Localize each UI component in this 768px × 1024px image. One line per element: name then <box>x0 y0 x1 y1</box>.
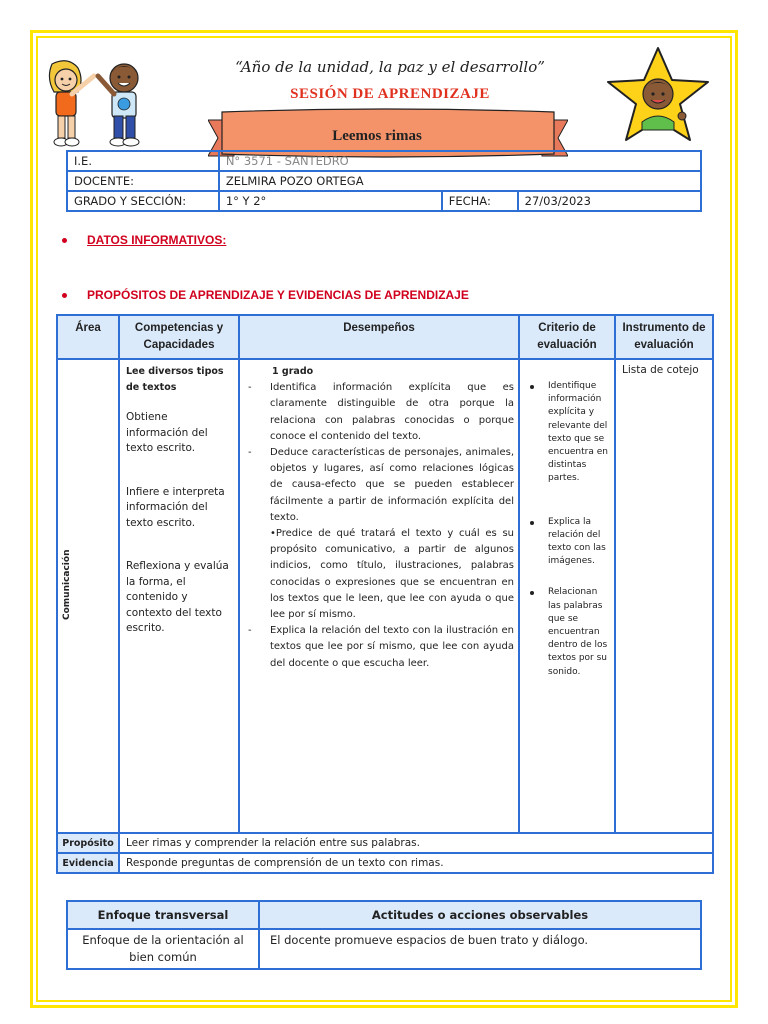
capacidad-2: Infiere e interpreta información del texto escrito. <box>126 485 225 529</box>
criterios-cell <box>519 359 615 833</box>
section-propositos <box>62 288 469 302</box>
header-desempenos: Desempeños <box>239 315 519 359</box>
section-propositos-label: PROPÓSITOS DE APRENDIZAJE Y EVIDENCIAS DE APRENDIZAJE <box>87 288 469 302</box>
ie-label: I.E. <box>67 151 219 171</box>
desempeno-3: •Predice de qué tratará el texto y cuál es su propósito comunicativo, a partir de algunos indicios, como título, ilustraciones, palabras conocidas o expresiones que se encuentran en los textos que le leen, que lee con ayuda o que lee por sí mismo. <box>270 528 514 621</box>
enfoque-header-row <box>67 901 701 929</box>
enfoque-body-row <box>67 929 701 969</box>
desempeno-1-text: Identifica información explícita que es claramente distinguible de otra porque la relaciona con palabras conocidas o porque conoce el contenido del texto. <box>270 382 514 442</box>
evidencia-label: Evidencia <box>57 853 119 873</box>
criterio-3: Relacionan las palabras que se encuentran dentro de los textos por su sonido. <box>530 586 612 678</box>
lesson-title: Leemos rimas <box>332 128 422 144</box>
docente-label: DOCENTE: <box>67 171 219 191</box>
area-cell <box>57 359 119 833</box>
ie-value: N° 3571 - SANTEDRO <box>219 151 701 171</box>
docente-value: ZELMIRA POZO ORTEGA <box>219 171 701 191</box>
children-illustration <box>42 58 160 150</box>
competencia-title: Lee diversos tipos de textos <box>126 366 224 393</box>
header-criterio: Criterio de evaluación <box>519 315 615 359</box>
header-instrumento: Instrumento de evaluación <box>615 315 713 359</box>
criterio-2: Explica la relación del texto con las imágenes. <box>530 516 612 569</box>
enfoque-header-left: Enfoque transversal <box>67 901 259 929</box>
info-row-grado <box>67 191 701 211</box>
learning-table <box>56 314 714 874</box>
enfoque-header-right: Actitudes o acciones observables <box>259 901 701 929</box>
enfoque-right: El docente promueve espacios de buen trato y diálogo. <box>259 929 701 969</box>
desempeno-2-text: Deduce características de personajes, animales, objetos y lugares, así como relaciones lógicas de causa-efecto que se pueden establecer fácilmente a partir de información explícita del texto. <box>270 447 514 523</box>
header-competencias: Competencias y Capacidades <box>119 315 239 359</box>
proposito-text: Leer rimas y comprender la relación entre sus palabras. <box>119 833 713 853</box>
grade-label: 1 grado <box>272 366 314 377</box>
fecha-label: FECHA: <box>442 191 518 211</box>
info-table <box>66 150 702 212</box>
evidencia-text: Responde preguntas de comprensión de un texto con rimas. <box>119 853 713 873</box>
area-label: Comunicación <box>62 549 72 620</box>
enfoque-table <box>66 900 702 970</box>
desempeno-4-text: Explica la relación del texto con la ilustración en textos que lee por sí mismo, que lee con ayuda del docente o que escucha leer. <box>270 625 514 669</box>
bullet-dot <box>62 293 67 298</box>
fecha-value: 27/03/2023 <box>518 191 701 211</box>
info-row-ie <box>67 151 701 171</box>
criterio-1: Identifique información explícita y relevante del texto que se encuentra en distintas partes. <box>530 380 612 486</box>
learning-body-row <box>57 359 713 833</box>
desempeno-4: - Explica la relación del texto con la ilustración en textos que lee por sí mismo, que lee con ayuda del docente o que escucha leer. <box>248 625 514 669</box>
section-datos <box>62 233 226 247</box>
info-row-docente <box>67 171 701 191</box>
evidencia-row <box>57 853 713 873</box>
year-motto: “Año de la unidad, la paz y el desarrollo” <box>235 58 545 76</box>
instrumento-cell: Lista de cotejo <box>615 359 713 833</box>
learning-header-row <box>57 315 713 359</box>
proposito-row <box>57 833 713 853</box>
section-datos-label: DATOS INFORMATIVOS: <box>87 233 227 247</box>
enfoque-left: Enfoque de la orientación al bien común <box>67 929 259 969</box>
proposito-label: Propósito <box>57 833 119 853</box>
desempeno-2: - Deduce características de personajes, animales, objetos y lugares, así como relaciones lógicas de causa-efecto que se pueden establecer fácilmente a partir de información explícita del texto. <box>248 447 514 523</box>
desempeno-1: - Identifica información explícita que es claramente distinguible de otra porque la relaciona con palabras conocidas o porque conoce el contenido del texto. <box>248 382 514 442</box>
session-title: SESIÓN DE APRENDIZAJE <box>290 86 490 102</box>
competencias-cell <box>119 359 239 833</box>
header-area: Área <box>57 315 119 359</box>
capacidad-1: Obtiene información del texto escrito. <box>126 411 208 454</box>
desempenos-cell <box>239 359 519 833</box>
grado-label: GRADO Y SECCIÓN: <box>67 191 219 211</box>
grado-value: 1° Y 2° <box>219 191 442 211</box>
capacidad-3: Reflexiona y evalúa la forma, el contenido y contexto del texto escrito. <box>126 560 229 634</box>
bullet-dot <box>62 238 67 243</box>
star-kid-illustration <box>602 44 714 144</box>
